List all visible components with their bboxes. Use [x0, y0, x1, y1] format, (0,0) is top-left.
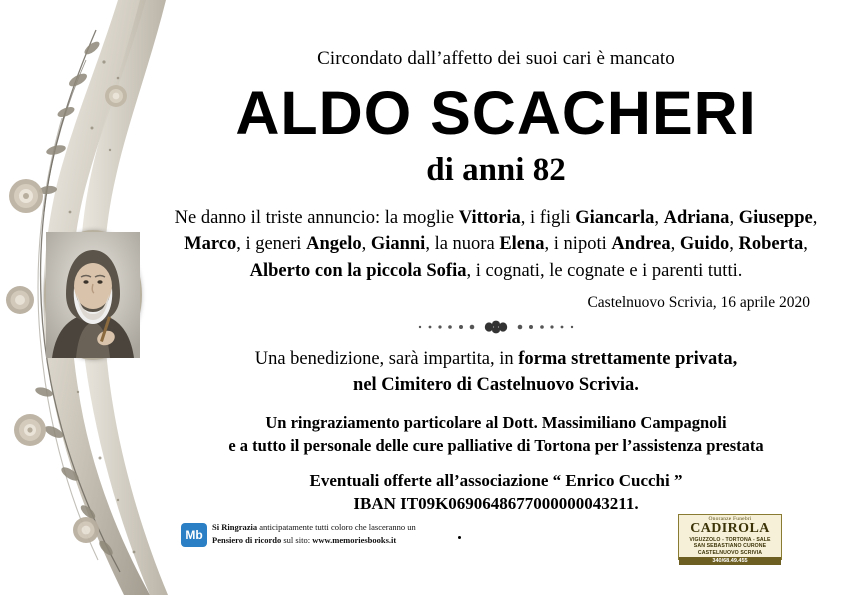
footer — [0, 512, 842, 584]
agency-name: CADIROLA — [690, 521, 770, 536]
blessing-line2: nel Cimitero di Castelnuovo Scrivia. — [353, 375, 639, 396]
mb-text-2: sul sito: — [281, 535, 313, 546]
announcement-text: , — [812, 208, 818, 229]
decorative-floral-border — [0, 0, 175, 595]
announcement-text: , i generi — [236, 234, 307, 255]
memoriesbooks-note — [212, 521, 442, 547]
funeral-agency-logo — [678, 514, 782, 565]
portrait-photo — [44, 230, 142, 360]
obituary-text-column — [160, 0, 832, 595]
donations-line-1: Eventuali offerte all’associazione “ Enrico Cucchi ” — [309, 470, 683, 490]
mb-text-1: anticipatamente tutti coloro che lasceranno un — [257, 522, 416, 532]
place-and-date: Castelnuovo Scrivia, 16 aprile 2020 — [587, 294, 810, 312]
memoriesbooks-logo: Mb — [181, 523, 207, 547]
divider-ornament — [406, 320, 586, 334]
announcement-name: Vittoria — [458, 208, 521, 229]
donations-line-2: IBAN IT09K0690648677000000043211. — [353, 494, 639, 514]
deceased-age: di anni 82 — [426, 152, 566, 189]
blessing-paragraph — [160, 346, 832, 399]
agency-locations-2: SAN SEBASTIANO CURONE — [693, 543, 767, 550]
announcement-text: , — [729, 234, 739, 255]
announcement-name: Giuseppe — [738, 208, 813, 229]
announcement-name: Angelo — [306, 234, 362, 255]
announcement-text: , i nipoti — [544, 234, 612, 255]
announcement-text: , — [361, 234, 371, 255]
deceased-name: ALDO SCACHERI — [235, 79, 757, 147]
mb-bold-prefix: Si Ringrazia — [212, 522, 258, 532]
announcement-text: Ne danno il triste annuncio: la moglie — [174, 208, 459, 229]
announcement-name: Guido — [679, 234, 730, 255]
mb-website-link[interactable]: www.memoriesbooks.it — [312, 535, 397, 546]
announcement-name: Giancarla — [575, 208, 655, 229]
agency-subtitle: Onoranze Funebri — [708, 516, 752, 522]
thanks-paragraph — [160, 411, 832, 457]
announcement-text: , — [670, 234, 680, 255]
separator-dot — [458, 536, 461, 539]
announcement-name: Roberta — [738, 234, 804, 255]
portrait-image — [46, 232, 140, 358]
announcement-name: Elena — [499, 234, 545, 255]
intro-line: Circondato dall’affetto dei suoi cari è mancato — [317, 48, 675, 69]
agency-phone: 340/68.49.455 — [679, 557, 781, 565]
announcement-name: Marco — [184, 234, 237, 255]
announcement-name: Gianni — [370, 234, 426, 255]
announcement-text: , — [803, 234, 808, 255]
agency-locations-1: VIGUZZOLO - TORTONA - SALE — [689, 536, 771, 543]
announcement-text: , la nuora — [425, 234, 500, 255]
announcement-name: Alberto con la piccola Sofia — [249, 260, 467, 281]
donations-paragraph — [160, 469, 832, 516]
blessing-line1-bold: forma strettamente privata, — [518, 349, 738, 370]
agency-locations-3: CASTELNUOVO SCRIVIA — [697, 549, 763, 556]
blessing-line1-plain: Una benedizione, sarà impartita, in — [254, 349, 519, 370]
announcement-name: Adriana — [663, 208, 730, 229]
announcement-text: , — [729, 208, 739, 229]
announcement-text: , — [654, 208, 664, 229]
announcement-text: , i cognati, le cognate e i parenti tutti. — [466, 260, 743, 281]
announcement-text: , i figli — [520, 208, 576, 229]
mb-bold-2: Pensiero di ricordo — [212, 535, 282, 546]
announcement-name: Andrea — [611, 234, 671, 255]
ornamental-divider — [406, 320, 586, 334]
thanks-line-1: Un ringraziamento particolare al Dott. Massimiliano Campagnoli — [265, 412, 727, 432]
announcement-paragraph — [160, 205, 832, 284]
thanks-line-2: e a tutto il personale delle cure palliative di Tortona per l’assistenza prestata — [228, 435, 764, 455]
